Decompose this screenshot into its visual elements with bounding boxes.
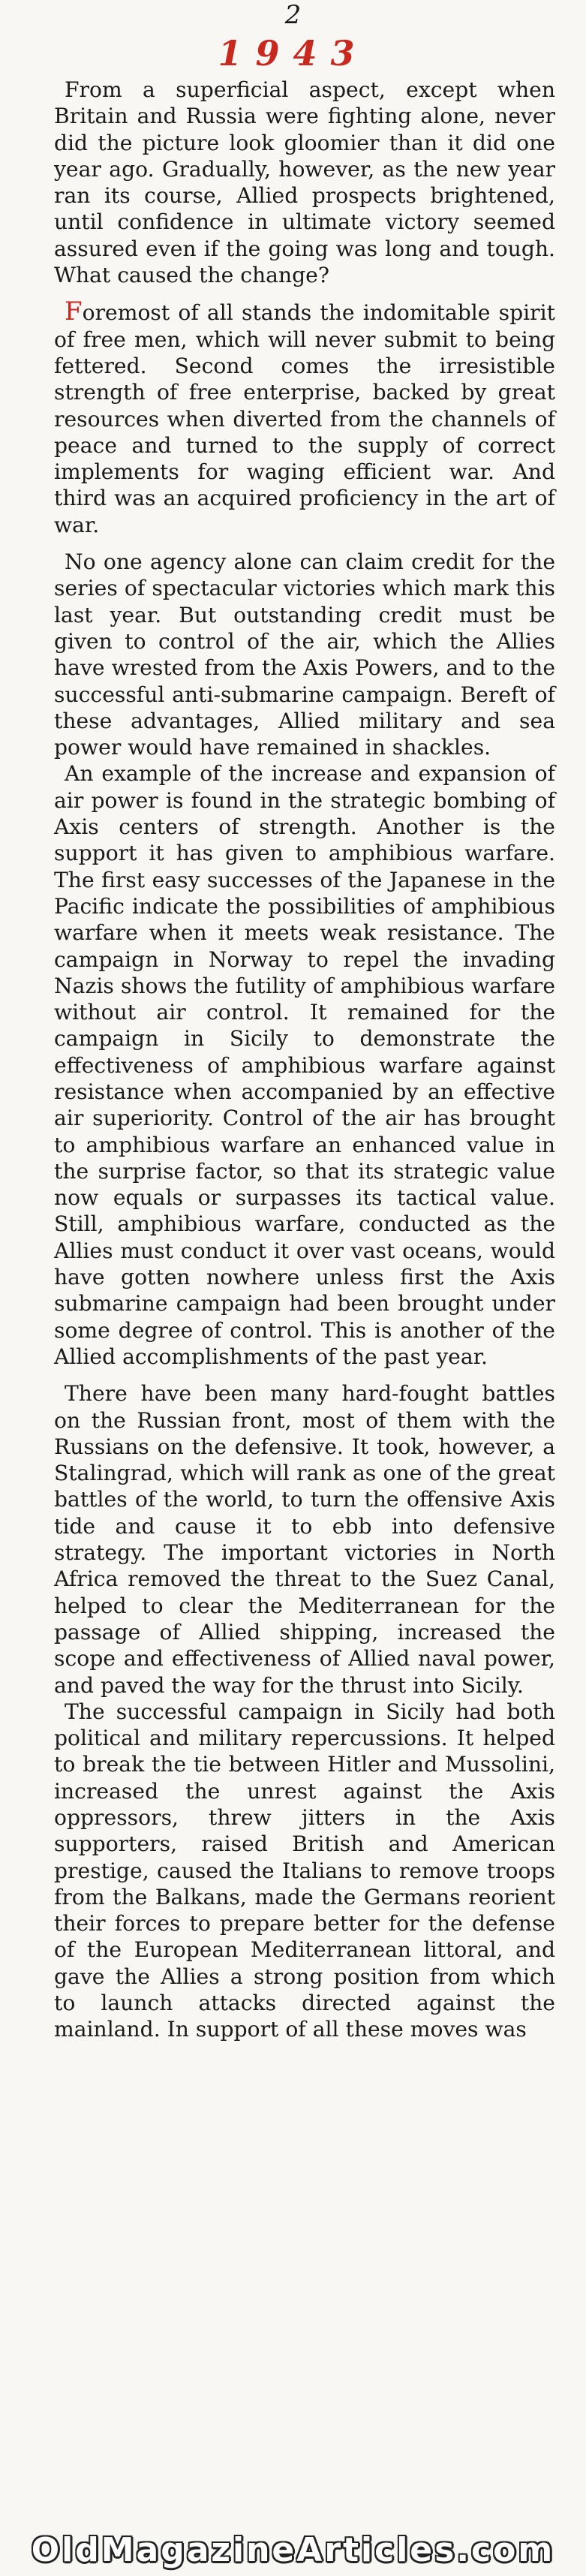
- paragraph-air-power: An example of the increase and expansion of air power is found in the strategic bombing of Axis centers of strength. Another is the support it has given to amphibious warfare. The first easy successes of the Japanese in the Pacific indicate the possibilities of amphibious warfare when it meets weak resistance. The campaign in Norway to repel the invading Nazis shows the futility of amphibious warfare without air control. It remained for the campaign in Sicily to demonstrate the effectiveness of amphibious warfare against resistance when accompanied by an effective air superiority. Control of the air has brought to amphibious warfare an enhanced value in the surprise factor, so that its strategic value now equals or surpasses its tactical value. Still, amphibious warfare, conducted as the Allies must conduct it over vast oceans, would have gotten nowhere unless first the Axis submarine campaign had been brought under some degree of control. This is another of the Allied accomplishments of the past year.: [54, 761, 555, 1369]
- article-year-heading: 1943: [218, 33, 368, 74]
- paragraph-sicily: The successful campaign in Sicily had both political and military repercussions. It helped to break the tie between Hitler and Mussolini, increased the unrest against the Axis oppressors, threw jitters in the Axis supporters, raised British and American prestige, caused the Italians to remove troops from the Balkans, made the Germans reorient their forces to prepare better for the defense of the European Mediterranean littoral, and gave the Allies a strong position from which to launch attacks directed against the mainland. In support of all these moves was: [54, 1699, 555, 2042]
- paragraph-foremost-text: oremost of all stands the indomitable spirit of free men, which will never submit to being fettered. Second comes the irresistible strength of free enterprise, backed by great resources when diverted from the channels of peace and turned to the supply of correct implements for waging efficient war. And third was an acquired proficiency in the art of war.: [54, 300, 555, 537]
- paragraph-foremost: [54, 296, 555, 538]
- drop-cap: F: [65, 296, 83, 327]
- article-body: [54, 77, 555, 2043]
- site-watermark: OldMagazineArticles.com: [31, 2531, 555, 2569]
- paragraph-russian-front: There have been many hard-fought battles on the Russian front, most of them with the Russians on the defensive. It took, however, a Stalingrad, which will rank as one of the great battles of the world, to turn the offensive Axis tide and cause it to ebb into defensive strategy. The important victories in North Africa removed the threat to the Suez Canal, helped to clear the Mediterranean for the passage of Allied shipping, increased the scope and effectiveness of Allied naval power, and paved the way for the thrust into Sicily.: [54, 1381, 555, 1698]
- paragraph-credit: No one agency alone can claim credit for the series of spectacular victories which mark this last year. But outstanding credit must be given to control of the air, which the Allies have wrested from the Axis Powers, and to the successful anti-submarine campaign. Bereft of these advantages, Allied military and sea power would have remained in shackles.: [54, 549, 555, 760]
- paragraph-intro: From a superficial aspect, except when Britain and Russia were fighting alone, never did the picture look gloomier than it did one year ago. Gradually, however, as the new year ran its course, Allied prospects brightened, until confidence in ultimate victory seemed assured even if the going was long and tough. What caused the change?: [54, 77, 555, 288]
- page-number: 2: [284, 0, 302, 30]
